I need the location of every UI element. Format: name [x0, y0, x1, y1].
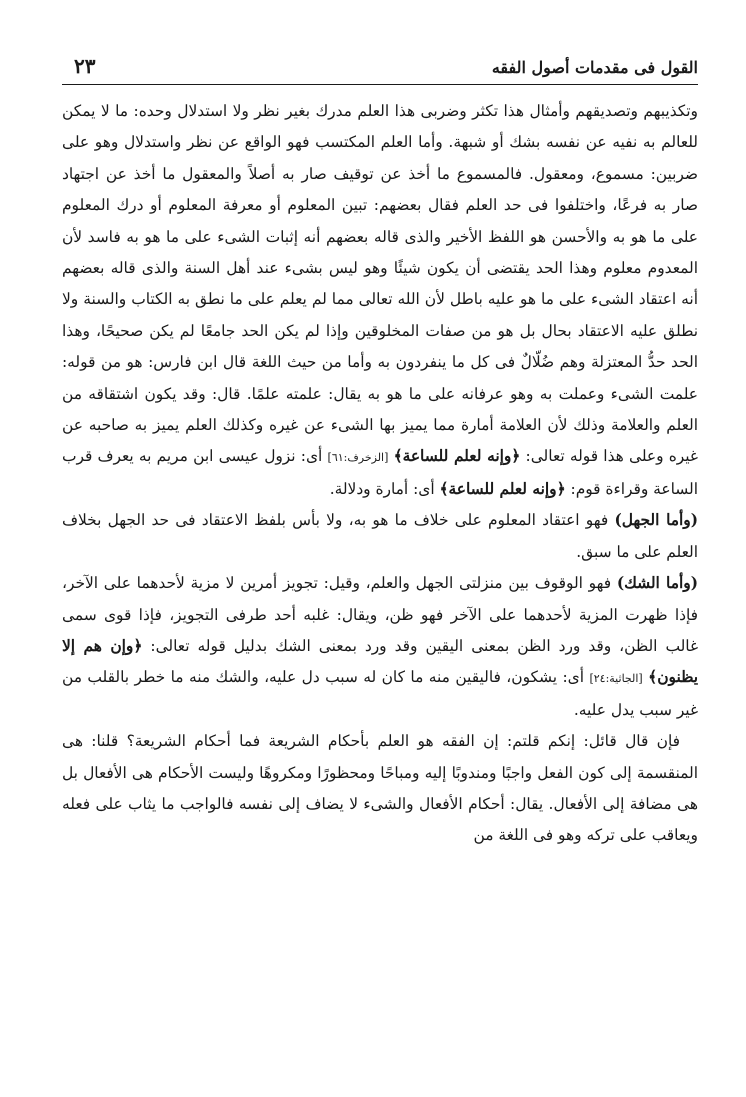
paragraph-text: أى: نزول عيسى ابن مريم به يعرف قرب الساعة وقراءة قوم: [62, 447, 698, 498]
paragraph-text: فهو اعتقاد المعلوم على خلاف ما هو به، ولا بأس بلفظ الاعتقاد فى حد الجهل بخلاف العلم على ما سبق. [62, 511, 698, 561]
section-lead: (وأما الجهل) [614, 511, 698, 530]
page-number: ٢٣ [74, 54, 96, 78]
paragraph-text: وتكذيبهم وتصديقهم وأمثال هذا تكثر وضربى هذا العلم مدرك بغير نظر ولا استدلال وحده: ما لا يمكن للعالم به نفيه عن نفسه بشك أو شبهة. وأما العلم المكتسب فهو الواقع عن نظر واستدلال وهو على ضربين: مسموع، ومعقول. فالمسموع ما أخذ عن توقيف صار به أصلاً والمعقول ما أخذ عن اجتهاد صار به فرعًا، واختلفوا فى حد العلم فقال بعضهم: تبين المعلوم أو معرفة المعلوم أو درك المعلوم على ما هو به والأحسن هو اللفظ الأخير والذى قاله بعضهم أنه إثبات الشىء على ما هو به فاسد لأن المعدوم معلوم وهذا الحد يقتضى أن يكون شيئًا وهو ليس بشىء عند أهل السنة والذى قاله بعضهم أنه اعتقاد الشىء على ما هو عليه باطل لأن الله تعالى مما لم يعلم على ما نطق به الكتاب والسنة ولا نطلق عليه الاعتقاد بحال بل هو من صفات المخلوقين وإذا لم يكن الحد جامعًا لم يكن صحيحًا، وهذا الحد حدُّ المعتزلة وهم ضُلّالٌ فى كل ما ينفردون به وأما من حيث اللغة قال ابن فارس: هو من قوله: علمت الشىء وعملت به وهو عرفانه على ما هو به يقال: علمته علمًا. قال: وقد يكون اشتقاقه من العلم والعلامة وذلك لأن العلامة أمارة مما يميز بها الشىء عن غيره وكذلك العلم يميز به صاحبه عن غيره وعلى هذا قوله تعالى: [62, 102, 698, 466]
verse-reference: [الجاثية:٢٤] [589, 672, 643, 686]
quran-verse: ﴿وإنه لعلم للساعة﴾ [393, 447, 521, 466]
body-text [62, 96, 698, 852]
paragraph-sharia-rulings [62, 726, 698, 852]
verse-reference: [الزخرف:٦١] [327, 451, 389, 465]
paragraph-doubt [62, 568, 698, 726]
running-title: القول فى مقدمات أصول الفقه [491, 58, 698, 77]
paragraph-knowledge-definition [62, 96, 698, 505]
section-lead: (وأما الشك) [616, 574, 698, 593]
paragraph-text: أى: يشكون، فاليقين منه ما كان له سبب دل عليه، والشك منه ما خطر بالقلب من غير سبب يدل عليه. [62, 668, 698, 719]
quran-verse: ﴿وإنه لعلم للساعة﴾ [439, 479, 566, 498]
book-page [62, 52, 698, 1092]
page-header [62, 52, 698, 85]
paragraph-ignorance [62, 505, 698, 568]
paragraph-text: أى: أمارة ودلالة. [329, 479, 435, 498]
paragraph-text: فإن قال قائل: إنكم قلتم: إن الفقه هو العلم بأحكام الشريعة فما أحكام الشريعة؟ قلنا: هى المنقسمة إلى كون الفعل واجبًا ومندوبًا إليه ومباحًا ومحظورًا ومكروهًا وليست الأحكام هى الأفعال بل هى مضافة إلى الأفعال. يقال: أحكام الأفعال والشىء لا يضاف إلى نفسه فالواجب ما يثاب على فعله ويعاقب على تركه وهو فى اللغة من [62, 732, 698, 845]
quran-verse: ﴿وإن هم إلا يظنون﴾ [62, 636, 698, 687]
paragraph-text: فهو الوقوف بين منزلتى الجهل والعلم، وقيل: تجويز أمرين لا مزية لأحدهما على الآخر، فإذا ظهرت المزية لأحدهما على الآخر فهو ظن، ويقال: غلبه أحد طرفى التجويز، فإذا قوى سمى غالب الظن، وقد ورد الظن بمعنى اليقين وقد ورد بمعنى الشك بدليل قوله تعالى: [62, 574, 698, 655]
